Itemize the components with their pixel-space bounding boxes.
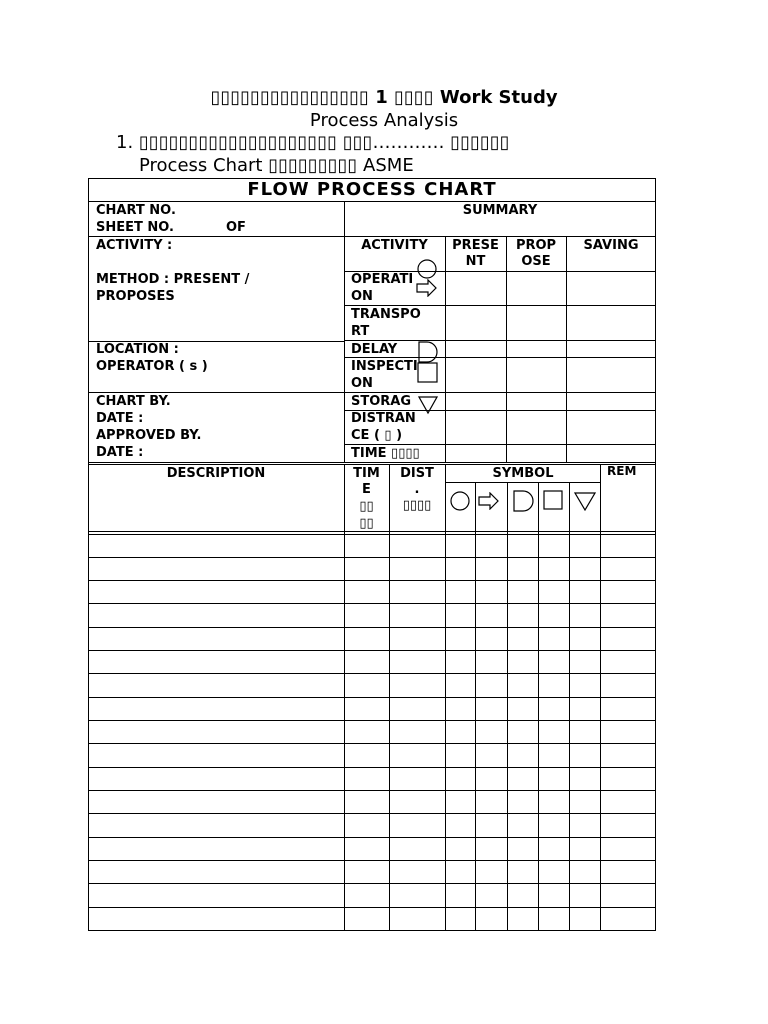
time-header-2: E [362,482,371,497]
date-label-2: DATE : [96,445,144,460]
table-row [88,860,656,861]
distance-label-2: CE ( ▯ ) [351,428,403,443]
description-header: DESCRIPTION [166,466,266,481]
approved-by-label: APPROVED BY. [96,428,202,443]
table-row [88,603,656,604]
operation-circle-icon [416,258,438,280]
symbol-header: SYMBOL [492,466,554,481]
inspection-square-icon [543,490,564,511]
table-row [88,650,656,651]
table-row [88,720,656,721]
summary-heading: SUMMARY [462,203,538,218]
inspection-square-icon [417,362,439,384]
method-label-2: PROPOSES [96,289,175,304]
table-row [88,697,656,698]
transport-label-2: RT [351,324,370,339]
storage-label: STORAG [351,394,412,409]
table-row [88,907,656,908]
table-row [88,837,656,838]
table-row [88,580,656,581]
table-row [88,790,656,791]
distance-label: DISTRAN [351,411,416,426]
time-label: TIME ▯▯▯▯ [351,446,420,461]
location-label: LOCATION : [96,342,179,357]
instruction-line: 1. ▯▯▯▯▯▯▯▯▯▯▯▯▯▯▯▯▯▯▯▯ ▯▯▯………… ▯▯▯▯▯▯ [116,132,510,153]
time-header: TIM [353,466,380,481]
dist-header-3: ▯▯▯▯ [402,498,432,513]
inspection-label: INSPECTI [351,359,418,374]
instruction-line-2: Process Chart ▯▯▯▯▯▯▯▯▯ ASME [139,155,414,176]
delay-label: DELAY [351,342,398,357]
table-row [88,557,656,558]
storage-triangle-icon [574,491,596,511]
of-label: OF [226,220,246,235]
summary-propose-header-2: OSE [521,254,551,269]
table-row [88,673,656,674]
table-row [88,627,656,628]
summary-propose-header: PROP [515,238,557,253]
operation-label-2: ON [351,289,373,304]
dist-header-2: . [414,482,420,497]
chart-by-label: CHART BY. [96,394,171,409]
form-title: FLOW PROCESS CHART [247,179,497,200]
storage-triangle-icon [418,395,438,415]
dist-header: DIST [400,466,434,481]
operator-label: OPERATOR ( s ) [96,359,208,374]
time-header-3: ▯▯ [359,499,374,514]
page-title: ▯▯▯▯▯▯▯▯▯▯▯▯▯▯▯▯ 1 ▯▯▯▯ Work Study [210,87,558,108]
remark-header: REM [607,464,637,478]
summary-present-header: PRESE [452,238,499,253]
method-label: METHOD : PRESENT / [96,272,250,287]
delay-d-icon [513,490,535,512]
time-header-4: ▯▯ [359,516,374,531]
summary-present-header-2: NT [465,254,486,269]
page-subtitle: Process Analysis [309,110,459,131]
table-row [88,743,656,744]
table-row [88,767,656,768]
table-row [88,883,656,884]
activity-label: ACTIVITY : [96,238,173,253]
transport-arrow-icon [416,279,438,297]
delay-d-icon [418,341,438,363]
transport-arrow-icon [478,492,500,510]
chart-no-label: CHART NO. [96,203,176,218]
inspection-label-2: ON [351,376,373,391]
summary-activity-header: ACTIVITY [361,238,428,253]
date-label: DATE : [96,411,144,426]
sheet-no-label: SHEET NO. [96,220,174,235]
operation-label: OPERATI [351,272,414,287]
table-row [88,813,656,814]
operation-circle-icon [449,490,471,512]
summary-saving-header: SAVING [583,238,639,253]
transport-label: TRANSPO [351,307,421,322]
